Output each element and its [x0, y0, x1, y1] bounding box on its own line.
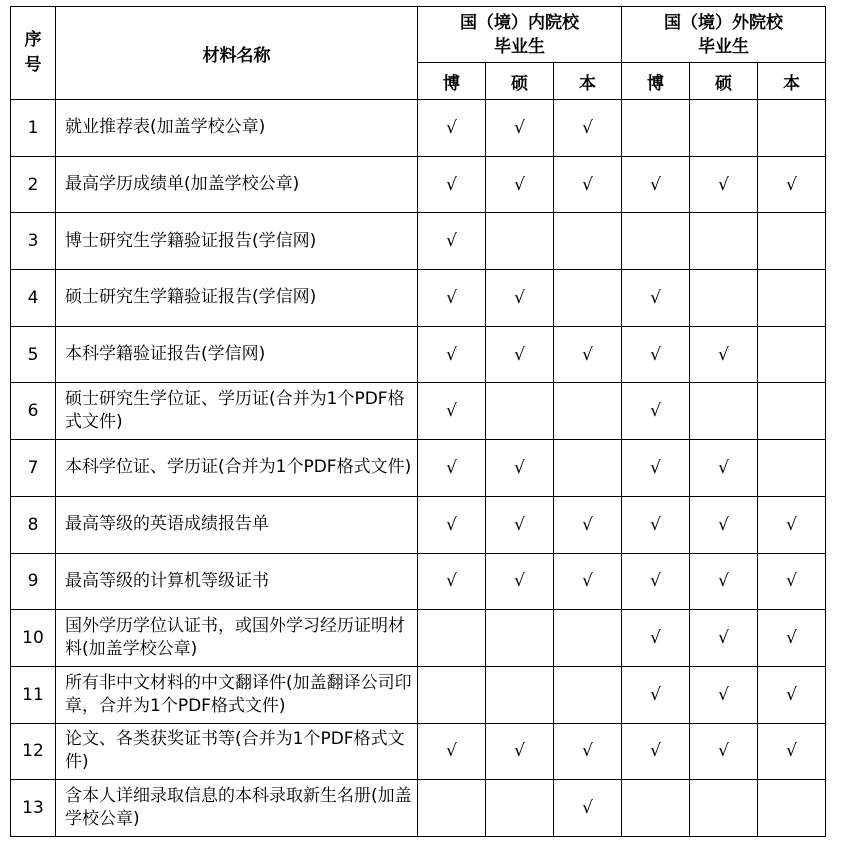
foreign-group-label: 国（境）外院校毕业生: [664, 12, 783, 57]
check-cell-domestic-phd: √: [418, 723, 486, 780]
check-cell-foreign-master: √: [690, 156, 758, 213]
check-cell-foreign-phd: √: [622, 383, 690, 440]
row-number: 2: [11, 156, 56, 213]
row-number: 8: [11, 496, 56, 553]
check-cell-domestic-master: √: [486, 723, 554, 780]
check-cell-domestic-bachelor: √: [554, 156, 622, 213]
row-number: 5: [11, 326, 56, 383]
check-cell-foreign-phd: [622, 213, 690, 270]
check-cell-domestic-master: √: [486, 100, 554, 157]
degree-header-foreign-phd: 博: [622, 63, 690, 100]
material-name: 含本人详细录取信息的本科录取新生名册(加盖学校公章): [56, 780, 418, 837]
table-row: [11, 723, 826, 780]
check-cell-foreign-master: √: [690, 666, 758, 723]
check-cell-domestic-bachelor: [554, 383, 622, 440]
material-name: 论文、各类获奖证书等(合并为1个PDF格式文件): [56, 723, 418, 780]
check-cell-foreign-phd: √: [622, 440, 690, 497]
table-row: [11, 610, 826, 667]
check-cell-foreign-master: √: [690, 553, 758, 610]
check-cell-domestic-phd: √: [418, 213, 486, 270]
check-cell-foreign-master: [690, 100, 758, 157]
domestic-group-header: [418, 7, 622, 63]
check-cell-foreign-bachelor: [758, 270, 826, 327]
check-cell-domestic-master: [486, 666, 554, 723]
check-cell-domestic-bachelor: [554, 440, 622, 497]
material-name: 最高等级的计算机等级证书: [56, 553, 418, 610]
check-cell-domestic-bachelor: √: [554, 553, 622, 610]
check-cell-foreign-bachelor: √: [758, 723, 826, 780]
row-number: 10: [11, 610, 56, 667]
material-name: 本科学位证、学历证(合并为1个PDF格式文件): [56, 440, 418, 497]
material-name: 就业推荐表(加盖学校公章): [56, 100, 418, 157]
check-cell-foreign-phd: √: [622, 553, 690, 610]
table-row: [11, 213, 826, 270]
check-cell-foreign-master: √: [690, 496, 758, 553]
degree-header-domestic-master: 硕: [486, 63, 554, 100]
check-cell-foreign-phd: √: [622, 666, 690, 723]
check-cell-domestic-master: [486, 780, 554, 837]
check-cell-domestic-master: √: [486, 440, 554, 497]
check-cell-domestic-master: √: [486, 496, 554, 553]
check-cell-domestic-bachelor: √: [554, 496, 622, 553]
check-cell-foreign-master: √: [690, 610, 758, 667]
check-cell-domestic-bachelor: [554, 270, 622, 327]
table-row: [11, 326, 826, 383]
check-cell-domestic-phd: √: [418, 553, 486, 610]
row-number: 9: [11, 553, 56, 610]
check-cell-domestic-master: √: [486, 553, 554, 610]
check-cell-foreign-master: √: [690, 326, 758, 383]
check-cell-foreign-master: √: [690, 723, 758, 780]
check-cell-domestic-bachelor: [554, 610, 622, 667]
row-number: 11: [11, 666, 56, 723]
row-number: 12: [11, 723, 56, 780]
check-cell-foreign-bachelor: √: [758, 666, 826, 723]
check-cell-foreign-bachelor: [758, 100, 826, 157]
check-cell-domestic-master: √: [486, 156, 554, 213]
row-number: 13: [11, 780, 56, 837]
name-header: 材料名称: [56, 7, 418, 100]
check-cell-domestic-phd: √: [418, 326, 486, 383]
check-cell-domestic-phd: √: [418, 440, 486, 497]
check-cell-foreign-bachelor: [758, 440, 826, 497]
row-number: 7: [11, 440, 56, 497]
check-cell-foreign-phd: √: [622, 156, 690, 213]
check-cell-domestic-bachelor: √: [554, 100, 622, 157]
check-cell-foreign-master: [690, 270, 758, 327]
row-number: 6: [11, 383, 56, 440]
check-cell-domestic-bachelor: [554, 666, 622, 723]
material-name: 最高等级的英语成绩报告单: [56, 496, 418, 553]
check-cell-foreign-master: √: [690, 440, 758, 497]
check-cell-domestic-phd: √: [418, 496, 486, 553]
table-row: [11, 383, 826, 440]
check-cell-domestic-phd: √: [418, 100, 486, 157]
check-cell-domestic-bachelor: [554, 213, 622, 270]
table-row: [11, 100, 826, 157]
check-cell-domestic-bachelor: √: [554, 780, 622, 837]
check-cell-domestic-phd: [418, 666, 486, 723]
check-cell-foreign-bachelor: √: [758, 156, 826, 213]
check-cell-domestic-bachelor: √: [554, 326, 622, 383]
table-row: [11, 440, 826, 497]
material-name: 本科学籍验证报告(学信网): [56, 326, 418, 383]
table-row: [11, 553, 826, 610]
check-cell-foreign-phd: √: [622, 610, 690, 667]
table-row: [11, 780, 826, 837]
check-cell-foreign-phd: √: [622, 496, 690, 553]
check-cell-foreign-phd: √: [622, 326, 690, 383]
check-cell-domestic-phd: √: [418, 156, 486, 213]
material-name: 所有非中文材料的中文翻译件(加盖翻译公司印章，合并为1个PDF格式文件): [56, 666, 418, 723]
seq-header: [11, 7, 56, 100]
check-cell-foreign-phd: √: [622, 723, 690, 780]
row-number: 1: [11, 100, 56, 157]
material-name: 博士研究生学籍验证报告(学信网): [56, 213, 418, 270]
check-cell-domestic-phd: √: [418, 270, 486, 327]
check-cell-foreign-phd: [622, 100, 690, 157]
check-cell-domestic-phd: [418, 780, 486, 837]
check-cell-foreign-bachelor: [758, 383, 826, 440]
check-cell-foreign-bachelor: [758, 326, 826, 383]
check-cell-foreign-phd: [622, 780, 690, 837]
degree-header-foreign-bachelor: 本: [758, 63, 826, 100]
domestic-group-label: 国（境）内院校毕业生: [460, 12, 579, 57]
check-cell-foreign-bachelor: √: [758, 553, 826, 610]
check-cell-foreign-bachelor: [758, 780, 826, 837]
check-cell-domestic-master: [486, 383, 554, 440]
row-number: 3: [11, 213, 56, 270]
check-cell-foreign-bachelor: √: [758, 496, 826, 553]
check-cell-domestic-master: √: [486, 326, 554, 383]
materials-table: [10, 6, 826, 837]
check-cell-domestic-phd: [418, 610, 486, 667]
material-name: 国外学历学位认证书，或国外学习经历证明材料(加盖学校公章): [56, 610, 418, 667]
degree-header-foreign-master: 硕: [690, 63, 758, 100]
check-cell-domestic-master: [486, 610, 554, 667]
row-number: 4: [11, 270, 56, 327]
check-cell-foreign-master: [690, 383, 758, 440]
table-row: [11, 270, 826, 327]
table-row: [11, 156, 826, 213]
check-cell-foreign-phd: √: [622, 270, 690, 327]
material-name: 硕士研究生学籍验证报告(学信网): [56, 270, 418, 327]
foreign-group-header: [622, 7, 826, 63]
check-cell-foreign-master: [690, 213, 758, 270]
material-name: 硕士研究生学位证、学历证(合并为1个PDF格式文件): [56, 383, 418, 440]
check-cell-foreign-bachelor: √: [758, 610, 826, 667]
table-row: [11, 666, 826, 723]
check-cell-domestic-master: [486, 213, 554, 270]
seq-header-label: 序号: [24, 30, 42, 75]
degree-header-domestic-phd: 博: [418, 63, 486, 100]
check-cell-foreign-master: [690, 780, 758, 837]
check-cell-domestic-master: √: [486, 270, 554, 327]
table-row: [11, 496, 826, 553]
degree-header-domestic-bachelor: 本: [554, 63, 622, 100]
check-cell-domestic-phd: √: [418, 383, 486, 440]
check-cell-foreign-bachelor: [758, 213, 826, 270]
check-cell-domestic-bachelor: √: [554, 723, 622, 780]
material-name: 最高学历成绩单(加盖学校公章): [56, 156, 418, 213]
